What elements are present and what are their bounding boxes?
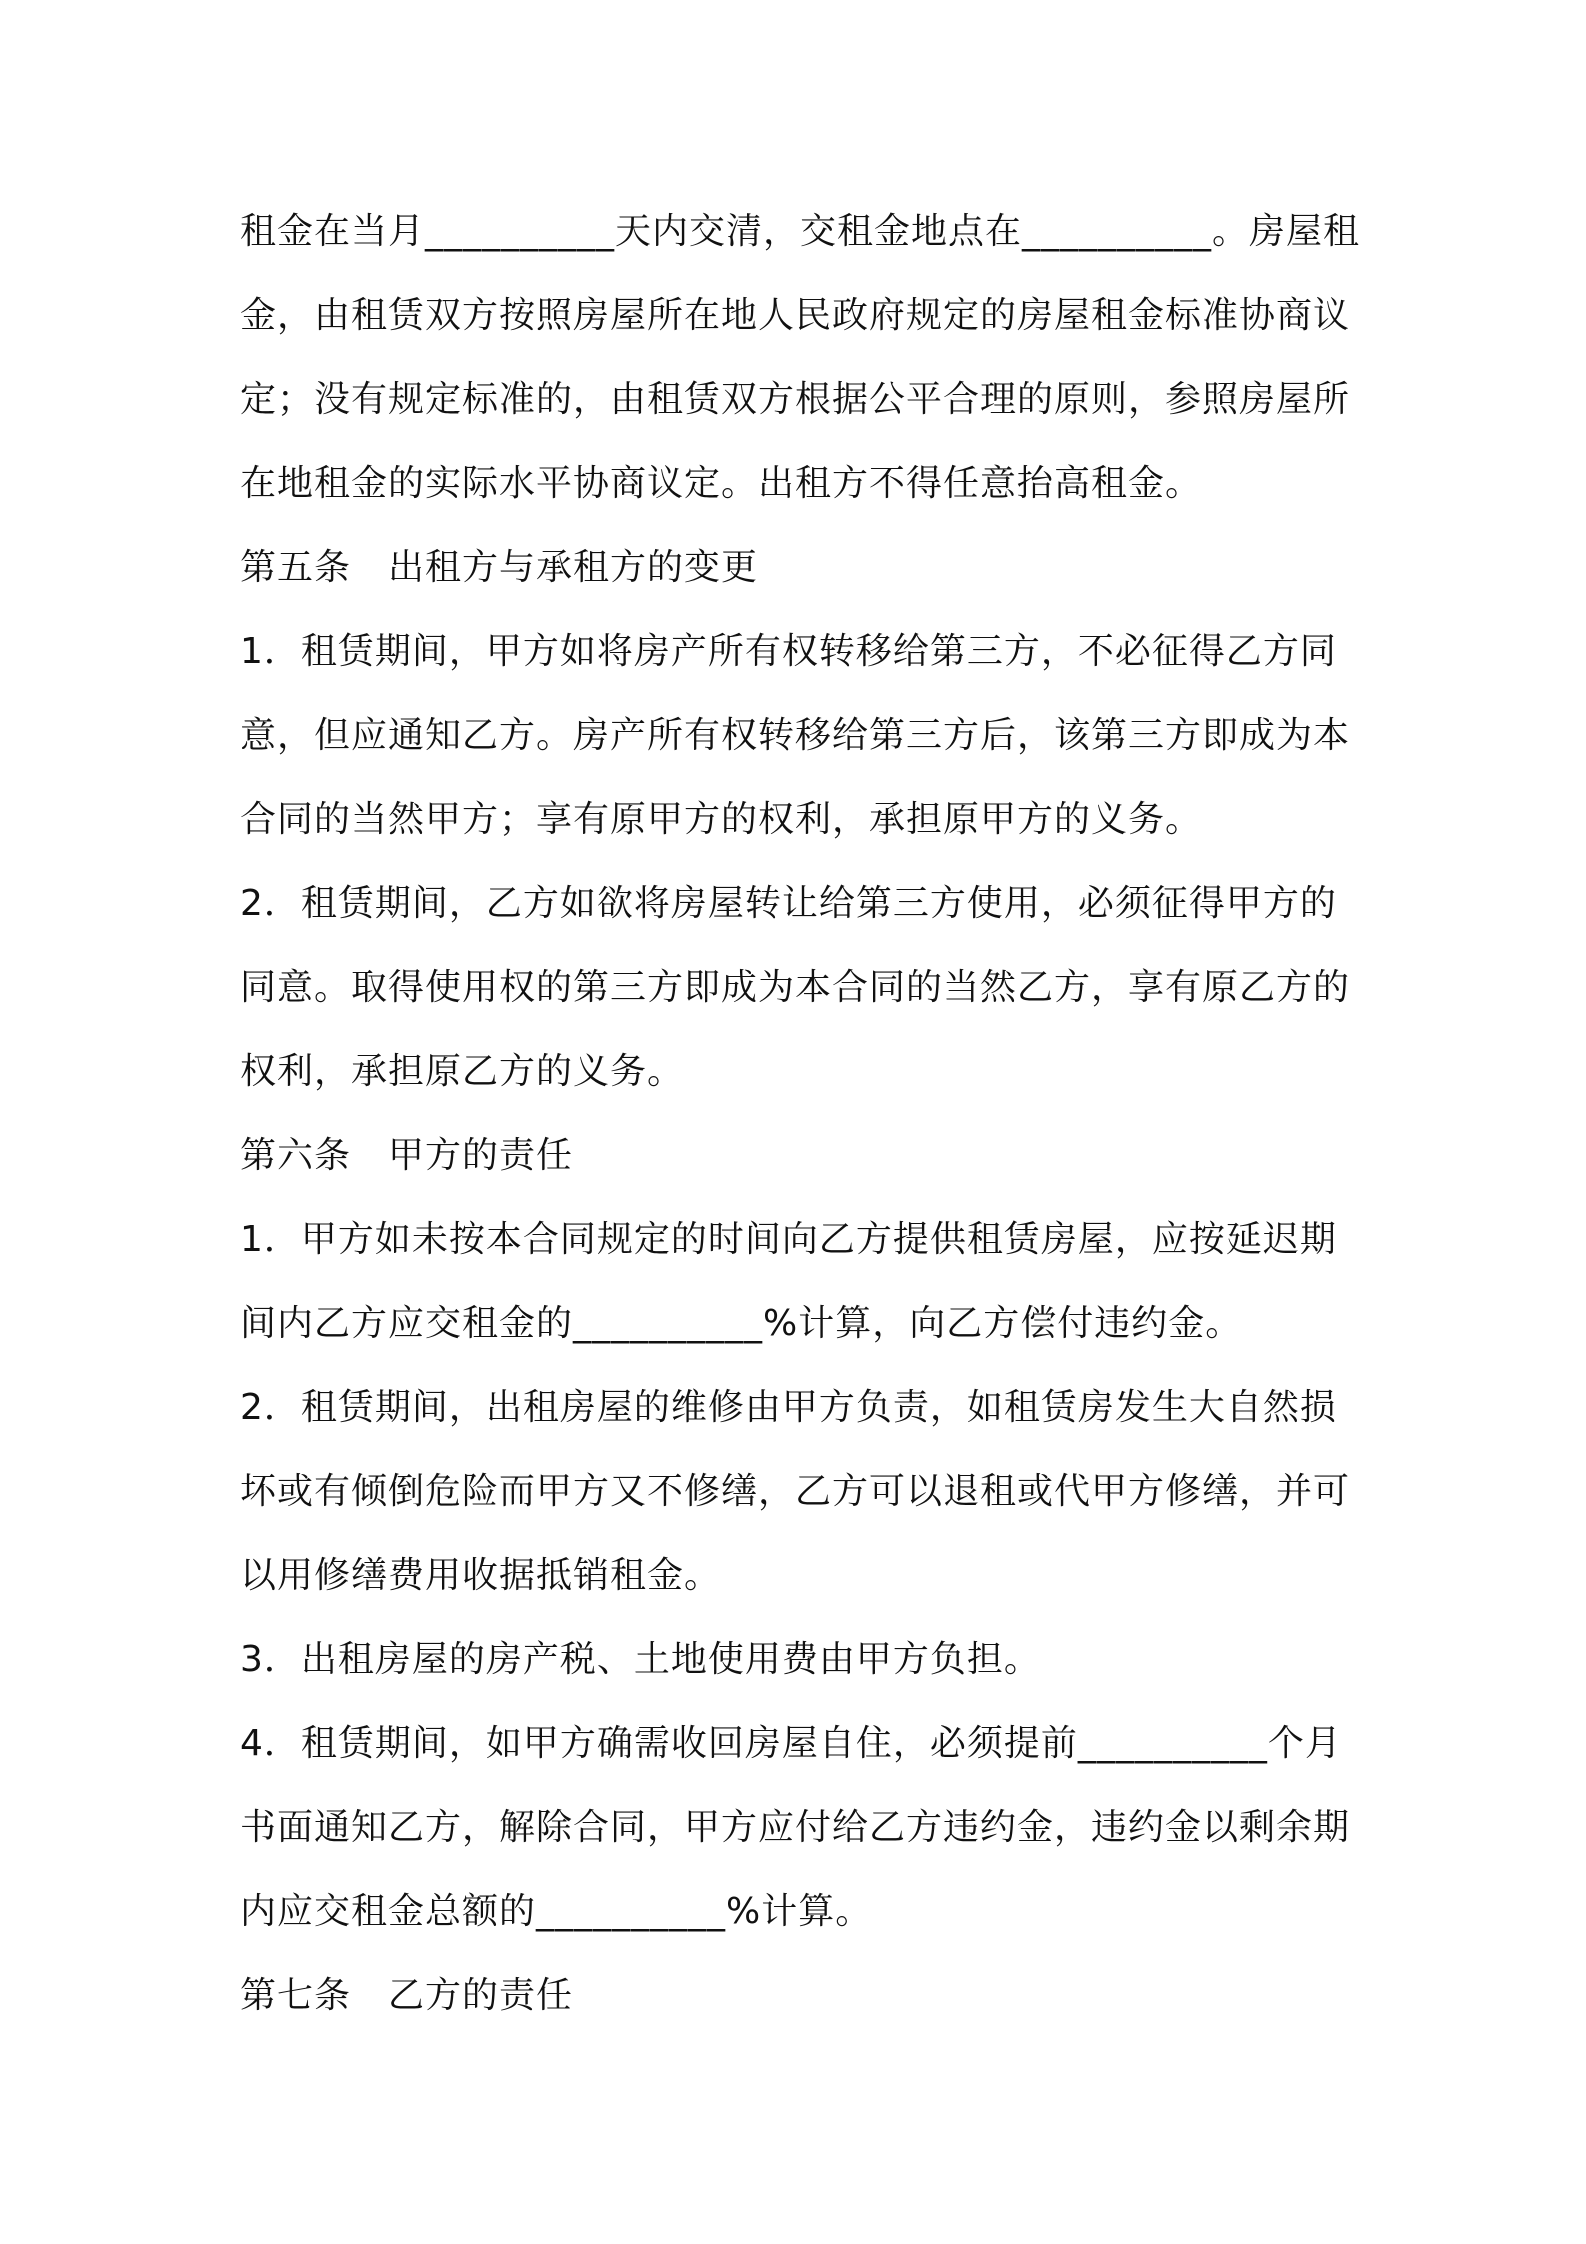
section-heading: 第六条 甲方的责任 xyxy=(240,1135,574,1176)
text-line: 定；没有规定标准的，由租赁双方根据公平合理的原则，参照房屋所 xyxy=(240,379,1351,420)
text-line: 同意。取得使用权的第三方即成为本合同的当然乙方，享有原乙方的 xyxy=(240,967,1351,1008)
section-heading: 第七条 乙方的责任 xyxy=(240,1975,574,2016)
text-line: 金，由租赁双方按照房屋所在地人民政府规定的房屋租金标准协商议 xyxy=(240,295,1351,336)
text-line: 3．出租房屋的房产税、土地使用费由甲方负担。 xyxy=(240,1639,1041,1680)
text-line: 间内乙方应交租金的__________%计算，向乙方偿付违约金。 xyxy=(240,1303,1243,1344)
text-line: 坏或有倾倒危险而甲方又不修缮，乙方可以退租或代甲方修缮，并可 xyxy=(240,1471,1351,1512)
text-line: 1．租赁期间，甲方如将房产所有权转移给第三方，不必征得乙方同 xyxy=(240,631,1337,672)
text-line: 在地租金的实际水平协商议定。出租方不得任意抬高租金。 xyxy=(240,463,1203,504)
text-line: 内应交租金总额的__________%计算。 xyxy=(240,1891,873,1932)
text-line: 合同的当然甲方；享有原甲方的权利，承担原甲方的义务。 xyxy=(240,799,1203,840)
document-page xyxy=(240,190,1360,2038)
text-line: 权利，承担原乙方的义务。 xyxy=(240,1051,685,1092)
text-line: 1．甲方如未按本合同规定的时间向乙方提供租赁房屋，应按延迟期 xyxy=(240,1219,1337,1260)
text-line: 2．租赁期间，出租房屋的维修由甲方负责，如租赁房发生大自然损 xyxy=(240,1387,1337,1428)
section-heading: 第五条 出租方与承租方的变更 xyxy=(240,547,759,588)
text-line: 4．租赁期间，如甲方确需收回房屋自住，必须提前__________个月 xyxy=(240,1723,1342,1764)
text-line: 租金在当月__________天内交清，交租金地点在__________。房屋租 xyxy=(240,211,1361,252)
text-line: 意，但应通知乙方。房产所有权转移给第三方后，该第三方即成为本 xyxy=(240,715,1351,756)
text-line: 2．租赁期间，乙方如欲将房屋转让给第三方使用，必须征得甲方的 xyxy=(240,883,1337,924)
text-line: 以用修缮费用收据抵销租金。 xyxy=(240,1555,722,1596)
text-line: 书面通知乙方，解除合同，甲方应付给乙方违约金，违约金以剩余期 xyxy=(240,1807,1351,1848)
